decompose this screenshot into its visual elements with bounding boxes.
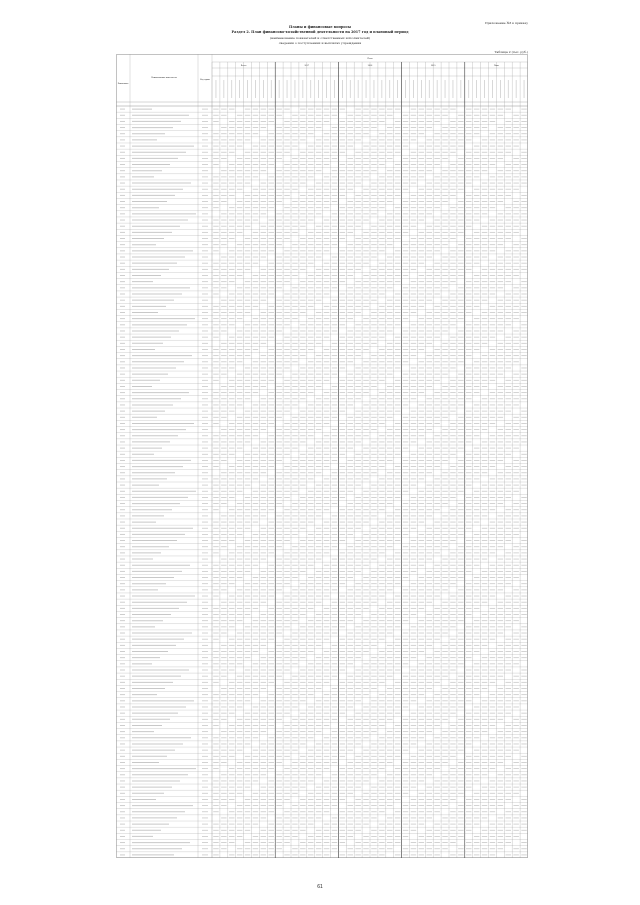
units-label: Таблица 2 (тыс. руб.) bbox=[494, 50, 528, 54]
finance-table bbox=[116, 54, 528, 858]
header-label: План bbox=[367, 58, 373, 60]
header-label: План bbox=[493, 65, 499, 67]
header-label: Код строки bbox=[200, 80, 210, 81]
document-subtitle: (наименование показателей и ответственных исполнителей) bbox=[269, 36, 371, 40]
document-title-sub: Раздел 2. План финансово-хозяйственной деятельности на 2017 год и плановый период bbox=[231, 30, 409, 34]
header-label: Наименование показателя bbox=[151, 77, 177, 79]
header-label: 2019 bbox=[430, 65, 436, 67]
header-label: Наименован bbox=[117, 84, 129, 85]
form-label: Приложение №3 к приказу bbox=[484, 21, 528, 25]
page-number: 61 bbox=[317, 884, 323, 890]
document-title: Планы и финансовые вопросы bbox=[289, 25, 351, 29]
header-label: 2018 bbox=[367, 65, 373, 67]
header-label: Всего bbox=[240, 65, 247, 67]
header-label: 2017 bbox=[304, 65, 310, 67]
document-subtitle-2: сведения о поступлениях и выплатах учреждения bbox=[278, 41, 362, 45]
table-border bbox=[117, 55, 528, 858]
